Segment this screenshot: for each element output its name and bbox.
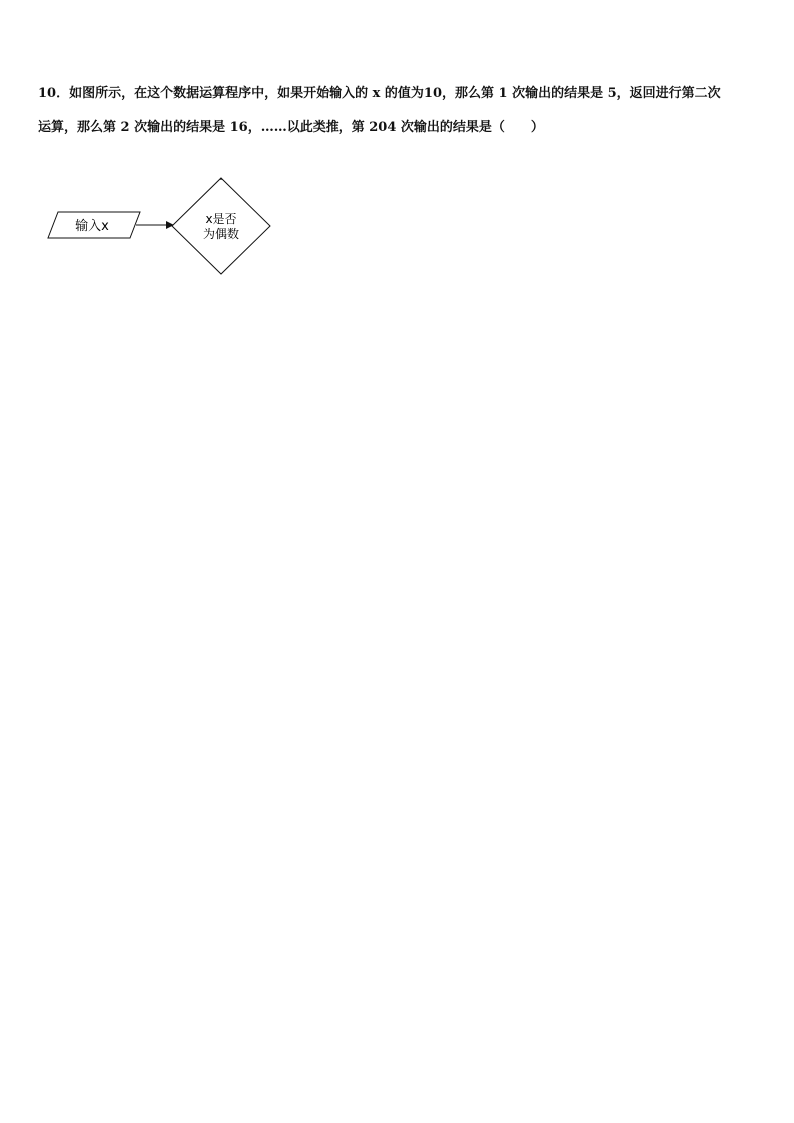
decision-diamond — [172, 178, 270, 274]
flowchart-diagram — [40, 150, 490, 310]
decision-line2: 为偶数 — [202, 227, 240, 241]
decision-line1: x是否 — [205, 212, 237, 226]
q10-line2: 运算，那么第 2 次输出的结果是 16，……以此类推，第 204 次输出的结果是（ ） — [38, 120, 544, 135]
q10-line1: 10．如图所示，在这个数据运算程序中，如果开始输入的 x 的值为10，那么第 1 次输出的结果是 5，返回进行第二次 — [38, 86, 721, 101]
input-label: 输入x — [75, 219, 109, 234]
